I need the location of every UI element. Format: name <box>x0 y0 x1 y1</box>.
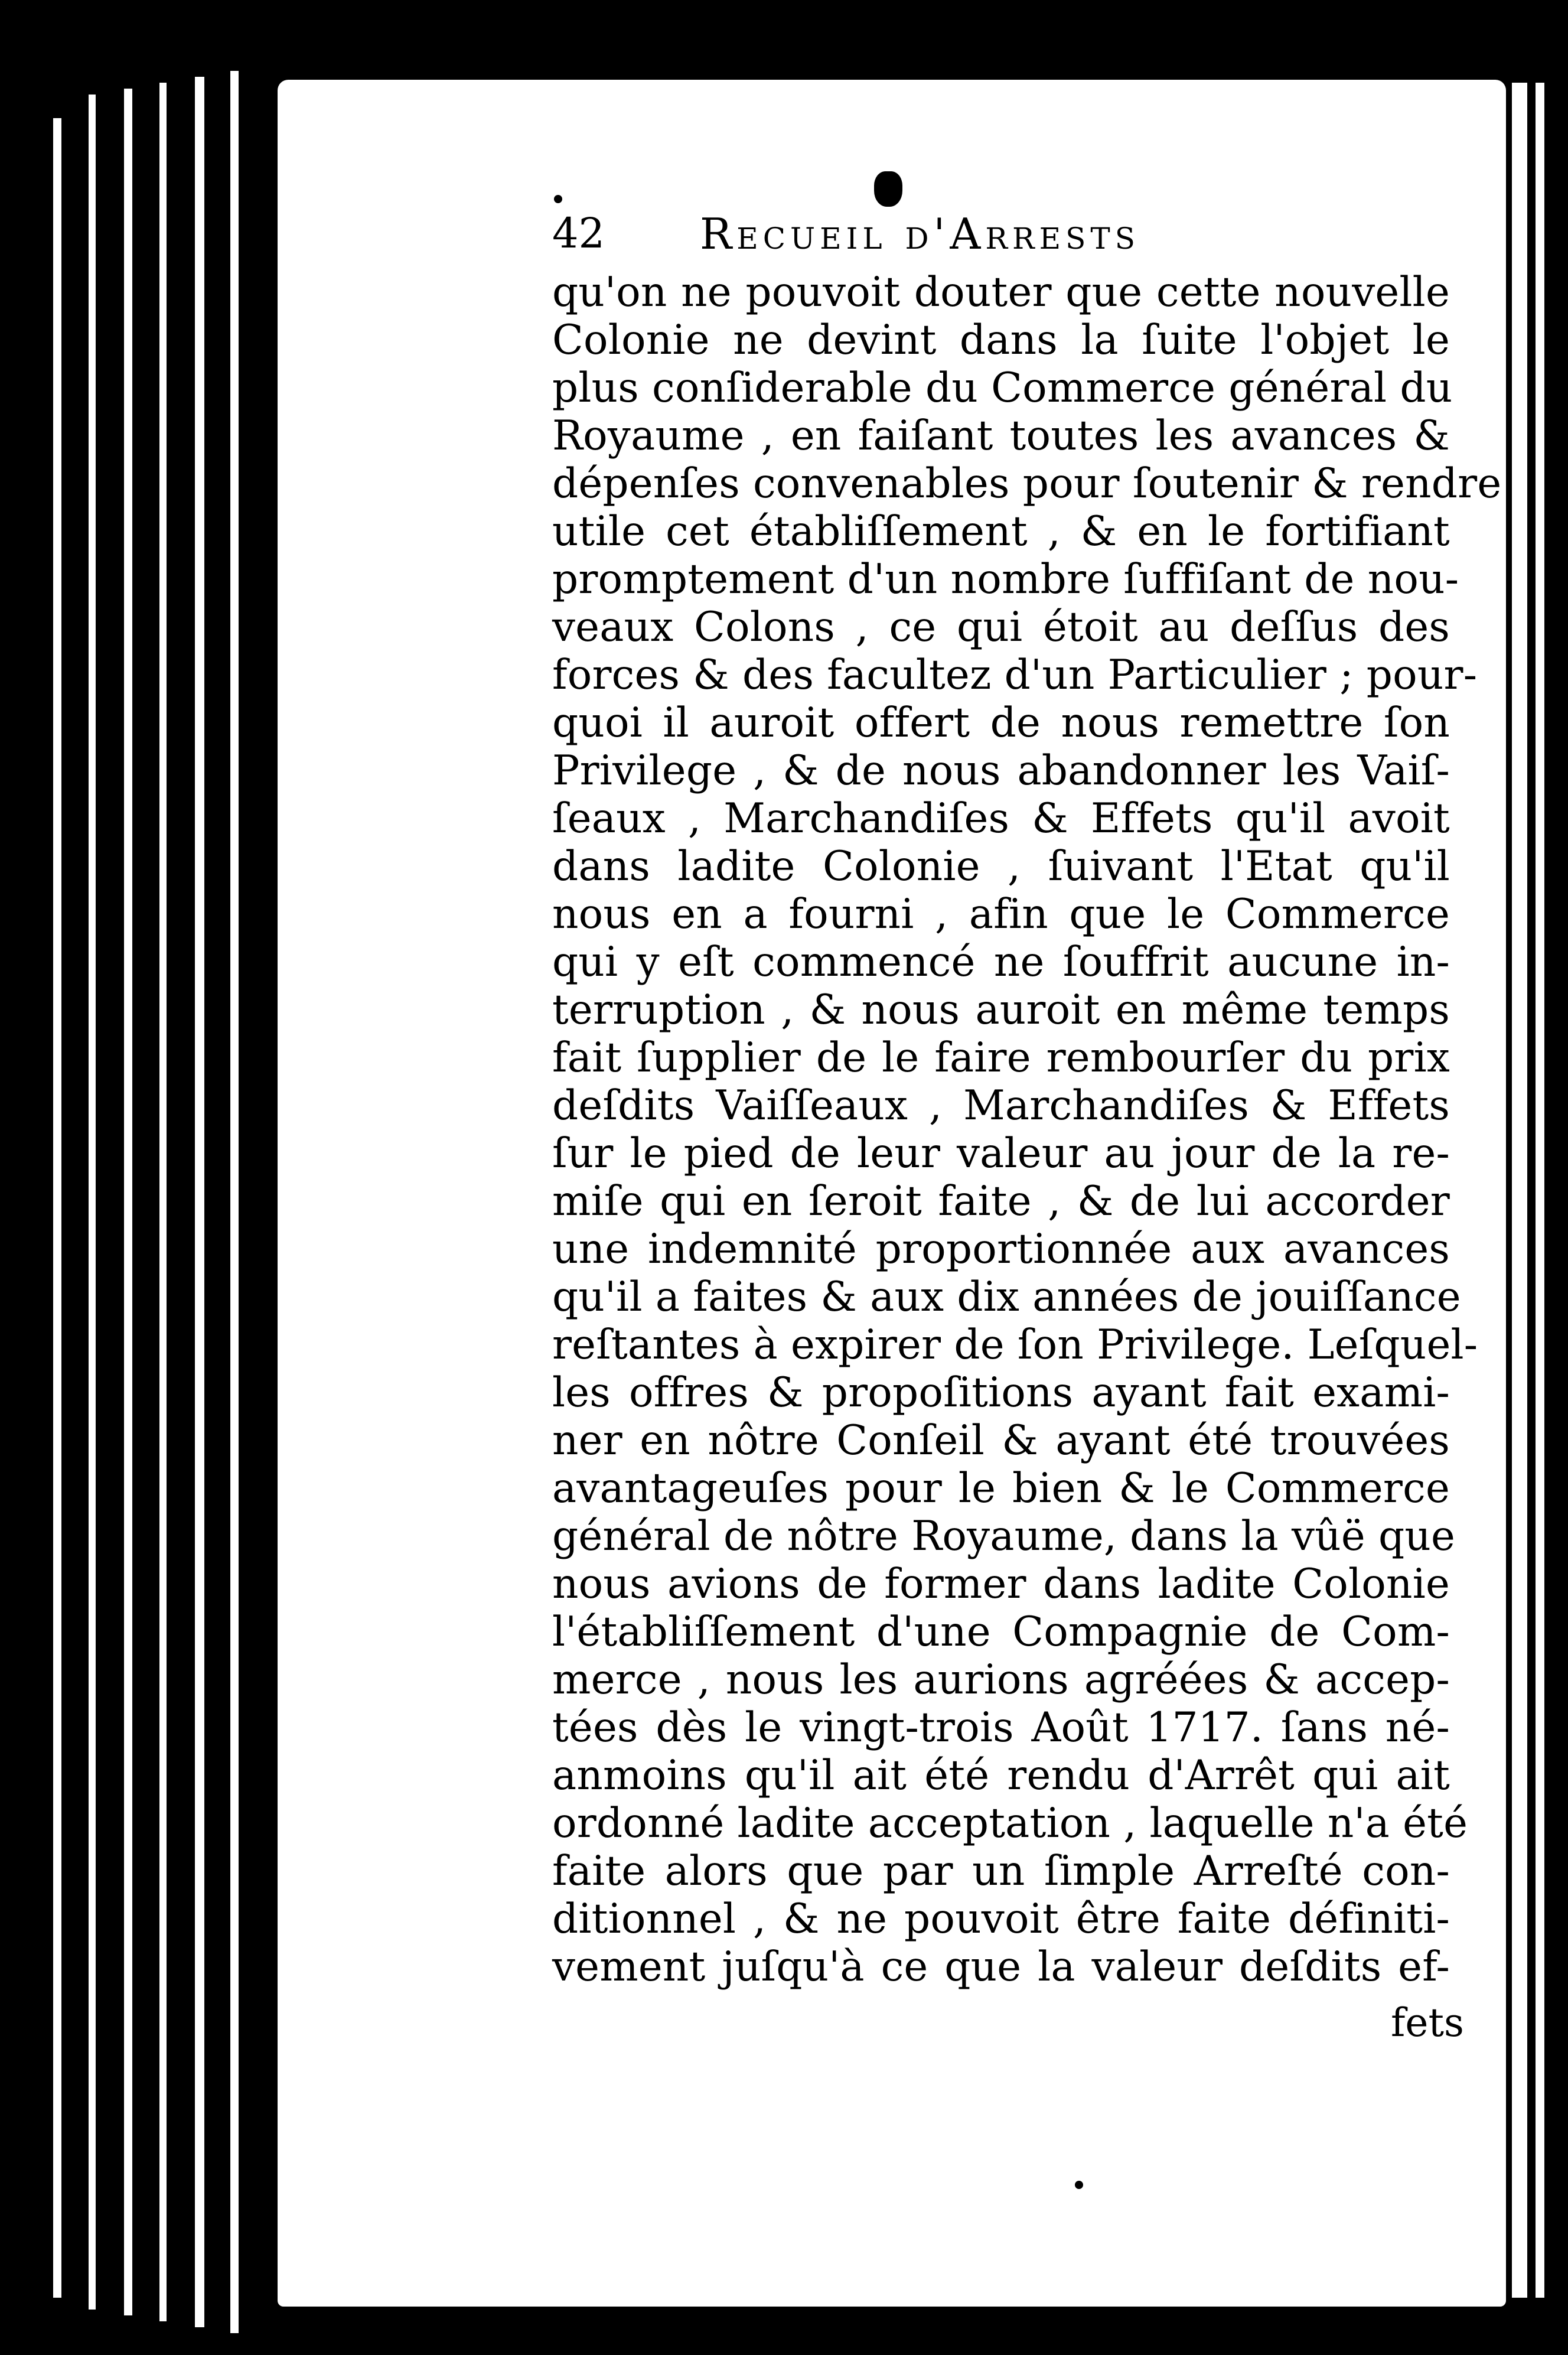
text-line: ditionnel , & ne pouvoit être faite définiti- <box>552 1895 1450 1943</box>
page-edge <box>53 118 61 2298</box>
text-line: nous en a fourni , afin que le Commerce <box>552 891 1450 938</box>
text-line: avantageuſes pour le bien & le Commerce <box>552 1465 1450 1512</box>
page-edge <box>195 77 204 2327</box>
text-line: les offres & propoſitions ayant fait exami- <box>552 1369 1450 1416</box>
text-line: miſe qui en ſeroit faite , & de lui accorder <box>552 1178 1450 1225</box>
text-line: l'établiſſement d'une Compagnie de Com- <box>552 1608 1450 1656</box>
right-page-edge <box>1512 83 1544 2298</box>
page-edge <box>89 95 96 2310</box>
text-line: nous avions de former dans ladite Colonie <box>552 1561 1450 1608</box>
text-line: qu'on ne pouvoit douter que cette nouvelle <box>552 269 1450 316</box>
text-line: ſeaux , Marchandiſes & Effets qu'il avoit <box>552 795 1450 842</box>
page-number: 42 <box>552 209 605 258</box>
text-line: veaux Colons , ce qui étoit au deſſus des <box>552 604 1450 651</box>
text-line: quoi il auroit offert de nous remettre ſon <box>552 699 1450 747</box>
ink-speck <box>1075 2181 1083 2189</box>
text-line: Royaume , en faiſant toutes les avances & <box>552 412 1450 460</box>
page-edge <box>230 71 239 2333</box>
text-line: ner en nôtre Conſeil & ayant été trouvées <box>552 1417 1450 1464</box>
text-line: fait ſupplier de le faire rembourſer du prix <box>552 1034 1450 1082</box>
text-line: merce , nous les aurions agréées & accep- <box>552 1656 1450 1703</box>
catchword: fets <box>1391 2000 1464 2045</box>
page-edge <box>124 89 132 2315</box>
text-line: ſur le pied de leur valeur au jour de la re- <box>552 1130 1450 1177</box>
body-text <box>552 269 1502 1991</box>
text-line: anmoins qu'il ait été rendu d'Arrêt qui ait <box>552 1752 1450 1799</box>
text-line: une indemnité proportionnée aux avances <box>552 1226 1450 1273</box>
ink-blot-ornament <box>874 171 902 207</box>
page-header <box>552 124 1438 259</box>
text-line: forces & des facultez d'un Particulier ; pour- <box>552 652 1478 699</box>
page-edge <box>159 83 167 2321</box>
text-line: faite alors que par un ſimple Arreſté con- <box>552 1848 1450 1895</box>
text-line: dans ladite Colonie , ſuivant l'Etat qu'il <box>552 843 1450 890</box>
text-line: promptement d'un nombre ſuffiſant de nou- <box>552 556 1459 603</box>
text-line: Privilege , & de nous abandonner les Vaiſ- <box>552 747 1450 794</box>
ink-speck <box>554 195 562 203</box>
text-line: plus conſiderable du Commerce général du <box>552 364 1453 412</box>
text-line: vement juſqu'à ce que la valeur deſdits ef- <box>552 1943 1450 1991</box>
text-line: qui y eſt commencé ne ſouffrit aucune in- <box>552 939 1450 986</box>
running-head: Recueil d'Arrests <box>700 209 1140 259</box>
page-edge-stack <box>53 71 278 2333</box>
text-line: Colonie ne devint dans la ſuite l'objet le <box>552 317 1450 364</box>
text-line: général de nôtre Royaume, dans la vûë que <box>552 1513 1456 1560</box>
text-line: utile cet établiſſement , & en le fortifiant <box>552 508 1450 555</box>
text-line: ordonné ladite acceptation , laquelle n'a été <box>552 1800 1468 1847</box>
text-line: dépenſes convenables pour ſoutenir & rendre <box>552 460 1502 507</box>
text-line: tées dès le vingt-trois Août 1717. ſans né- <box>552 1704 1450 1751</box>
text-line: terruption , & nous auroit en même temps <box>552 986 1450 1034</box>
text-line: reſtantes à expirer de ſon Privilege. Leſquel- <box>552 1321 1478 1369</box>
text-line: qu'il a faites & aux dix années de jouiſſance <box>552 1273 1461 1321</box>
text-line: deſdits Vaiſſeaux , Marchandiſes & Effets <box>552 1082 1450 1129</box>
